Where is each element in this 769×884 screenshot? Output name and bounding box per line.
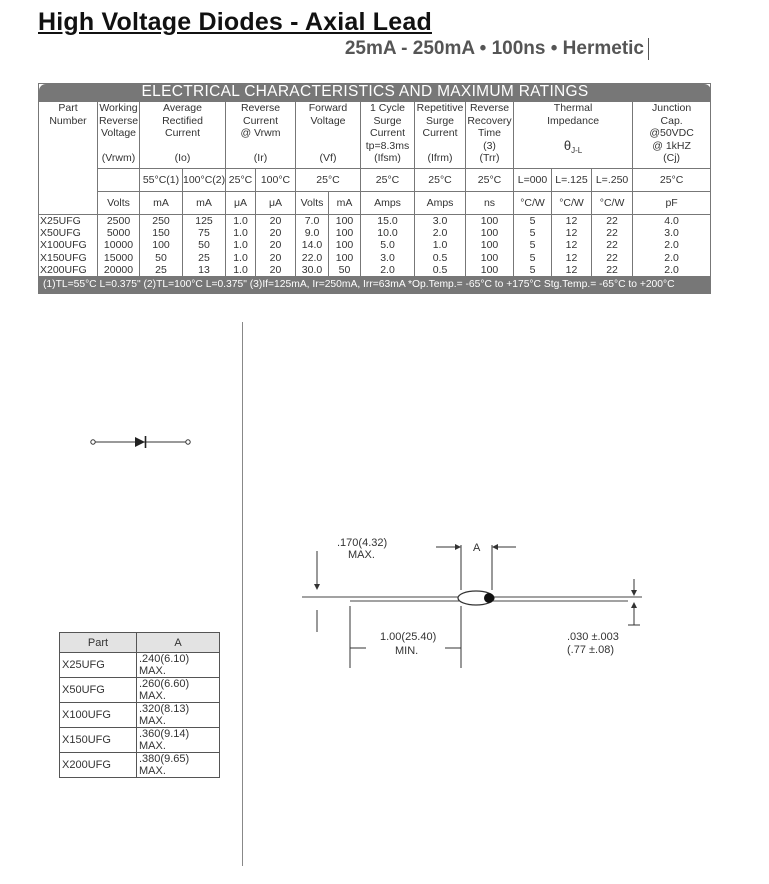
length-a-label: A xyxy=(473,542,481,554)
value-cell: 125 xyxy=(183,215,226,228)
table-footnote: (1)TL=55°C L=0.375" (2)TL=100°C L=0.375" (3)If=125mA, Ir=250mA, Irr=63mA *Op.Temp.= -65°C to +175°C Stg.Temp.= -65°C to +200°C xyxy=(39,277,711,294)
value-cell: 1.0 xyxy=(226,252,256,264)
lead-diameter-label: .030 ±.003 xyxy=(567,631,619,643)
value-cell: 50 xyxy=(140,252,183,264)
value-cell: 2.0 xyxy=(633,252,711,264)
value-cell: 100 xyxy=(466,227,514,239)
value-cell: 4.0 xyxy=(633,215,711,228)
value-cell: 25 xyxy=(183,252,226,264)
condition-cell: 25°C xyxy=(466,169,514,192)
value-cell: 0.5 xyxy=(415,252,466,264)
value-cell: 2.0 xyxy=(633,264,711,277)
unit-cell: mA xyxy=(140,192,183,215)
header-vf: Forward Voltage (Vf) xyxy=(296,102,361,169)
header-trr: Reverse Recovery Time (3) (Trr) xyxy=(466,102,514,169)
value-cell: 12 xyxy=(552,215,592,228)
value-cell: 1.0 xyxy=(415,239,466,251)
dim-a-cell: .260(6.60) MAX. xyxy=(137,678,220,703)
value-cell: 150 xyxy=(140,227,183,239)
unit-cell: mA xyxy=(329,192,361,215)
table-row xyxy=(60,703,220,728)
value-cell: 3.0 xyxy=(361,252,415,264)
value-cell: 20000 xyxy=(98,264,140,277)
value-cell: 15.0 xyxy=(361,215,415,228)
value-cell: 1.0 xyxy=(226,239,256,251)
header-vrwm: Working Reverse Voltage (Vrwm) xyxy=(98,102,140,169)
condition-cell: 25°C xyxy=(633,169,711,192)
value-cell: 20 xyxy=(256,252,296,264)
page-title: High Voltage Diodes - Axial Lead xyxy=(38,8,432,36)
dim-part-cell: X100UFG xyxy=(60,703,137,728)
condition-cell: L=.250 xyxy=(592,169,633,192)
body-diameter-label: .170(4.32) xyxy=(337,537,388,549)
value-cell: 5000 xyxy=(98,227,140,239)
value-cell: 100 xyxy=(329,215,361,228)
part-number-cell: X200UFG xyxy=(39,264,98,277)
value-cell: 25 xyxy=(140,264,183,277)
value-cell: 12 xyxy=(552,227,592,239)
condition-cell: 25°C xyxy=(361,169,415,192)
value-cell: 100 xyxy=(466,239,514,251)
table-row xyxy=(60,678,220,703)
dim-part-cell: X150UFG xyxy=(60,728,137,753)
value-cell: 3.0 xyxy=(415,215,466,228)
table-band-title: ELECTRICAL CHARACTERISTICS AND MAXIMUM RATINGS xyxy=(98,84,633,102)
value-cell: 22.0 xyxy=(296,252,329,264)
header-thermal-impedance: Thermal Impedance $\theta_{J-L}$ xyxy=(514,102,633,169)
value-cell: 100 xyxy=(466,215,514,228)
header-ifsm: 1 Cycle Surge Current tp=8.3ms (Ifsm) xyxy=(361,102,415,169)
value-cell: 2.0 xyxy=(415,227,466,239)
dim-a-cell: .240(6.10) MAX. xyxy=(137,653,220,678)
value-cell: 20 xyxy=(256,239,296,251)
unit-cell: °C/W xyxy=(552,192,592,215)
value-cell: 1.0 xyxy=(226,215,256,228)
value-cell: 1.0 xyxy=(226,227,256,239)
dimension-table xyxy=(59,632,220,778)
unit-cell: mA xyxy=(183,192,226,215)
condition-cell: 25°C xyxy=(296,169,361,192)
value-cell: 100 xyxy=(140,239,183,251)
value-cell: 10.0 xyxy=(361,227,415,239)
page-subtitle: 25mA - 250mA • 100ns • Hermetic xyxy=(345,38,649,60)
part-number-cell: X25UFG xyxy=(39,215,98,228)
condition-cell: 55°C(1) xyxy=(140,169,183,192)
unit-cell: ns xyxy=(466,192,514,215)
value-cell: 2.0 xyxy=(633,239,711,251)
value-cell: 13 xyxy=(183,264,226,277)
unit-cell: Amps xyxy=(361,192,415,215)
value-cell: 2.0 xyxy=(361,264,415,277)
value-cell: 12 xyxy=(552,239,592,251)
value-cell: 50 xyxy=(183,239,226,251)
header-ir: Reverse Current @ Vrwm (Ir) xyxy=(226,102,296,169)
condition-cell: 25°C xyxy=(226,169,256,192)
condition-cell: L=.125 xyxy=(552,169,592,192)
unit-cell: μA xyxy=(226,192,256,215)
dim-a-cell: .380(9.65) MAX. xyxy=(137,753,220,778)
part-number-cell: X150UFG xyxy=(39,252,98,264)
value-cell: 5 xyxy=(514,252,552,264)
value-cell: 100 xyxy=(329,252,361,264)
table-row xyxy=(60,753,220,778)
unit-cell: °C/W xyxy=(592,192,633,215)
header-cj: Junction Cap. @50VDC @ 1kHZ (Cj) xyxy=(633,102,711,169)
value-cell: 22 xyxy=(592,264,633,277)
condition-cell: 100°C xyxy=(256,169,296,192)
value-cell: 9.0 xyxy=(296,227,329,239)
value-cell: 30.0 xyxy=(296,264,329,277)
value-cell: 75 xyxy=(183,227,226,239)
value-cell: 15000 xyxy=(98,252,140,264)
value-cell: 0.5 xyxy=(415,264,466,277)
lead-length-label: 1.00(25.40) xyxy=(380,631,437,643)
value-cell: 20 xyxy=(256,215,296,228)
dim-a-cell: .360(9.14) MAX. xyxy=(137,728,220,753)
value-cell: 22 xyxy=(592,227,633,239)
value-cell: 20 xyxy=(256,227,296,239)
dim-header-a: A xyxy=(137,633,220,653)
dim-part-cell: X25UFG xyxy=(60,653,137,678)
value-cell: 50 xyxy=(329,264,361,277)
condition-cell: L=000 xyxy=(514,169,552,192)
value-cell: 100 xyxy=(466,264,514,277)
body-diameter-note: MAX. xyxy=(348,549,375,561)
diode-symbol xyxy=(91,436,190,448)
value-cell: 7.0 xyxy=(296,215,329,228)
value-cell: 20 xyxy=(256,264,296,277)
value-cell: 100 xyxy=(329,227,361,239)
value-cell: 5 xyxy=(514,215,552,228)
dim-part-cell: X200UFG xyxy=(60,753,137,778)
dim-part-cell: X50UFG xyxy=(60,678,137,703)
value-cell: 5 xyxy=(514,264,552,277)
value-cell: 22 xyxy=(592,239,633,251)
part-number-cell: X100UFG xyxy=(39,239,98,251)
value-cell: 1.0 xyxy=(226,264,256,277)
condition-cell: 100°C(2) xyxy=(183,169,226,192)
value-cell: 250 xyxy=(140,215,183,228)
value-cell: 100 xyxy=(329,239,361,251)
part-number-cell: X50UFG xyxy=(39,227,98,239)
dim-header-part: Part xyxy=(60,633,137,653)
value-cell: 22 xyxy=(592,215,633,228)
unit-cell: pF xyxy=(633,192,711,215)
dim-a-cell: .320(8.13) MAX. xyxy=(137,703,220,728)
table-row xyxy=(60,728,220,753)
value-cell: 100 xyxy=(466,252,514,264)
value-cell: 22 xyxy=(592,252,633,264)
value-cell: 14.0 xyxy=(296,239,329,251)
value-cell: 5 xyxy=(514,227,552,239)
unit-cell: Volts xyxy=(296,192,329,215)
table-row xyxy=(60,653,220,678)
header-part-number: Part Number xyxy=(39,102,98,215)
lead-length-note: MIN. xyxy=(395,645,419,657)
condition-cell: 25°C xyxy=(415,169,466,192)
unit-cell: °C/W xyxy=(514,192,552,215)
value-cell: 2500 xyxy=(98,215,140,228)
header-ifrm: Repetitive Surge Current (Ifrm) xyxy=(415,102,466,169)
unit-cell: Volts xyxy=(98,192,140,215)
unit-cell: μA xyxy=(256,192,296,215)
header-io: Average Rectified Current (Io) xyxy=(140,102,226,169)
value-cell: 12 xyxy=(552,252,592,264)
value-cell: 5 xyxy=(514,239,552,251)
unit-cell: Amps xyxy=(415,192,466,215)
value-cell: 10000 xyxy=(98,239,140,251)
value-cell: 5.0 xyxy=(361,239,415,251)
lead-diameter-mm: (.77 ±.08) xyxy=(567,644,615,656)
value-cell: 3.0 xyxy=(633,227,711,239)
value-cell: 12 xyxy=(552,264,592,277)
